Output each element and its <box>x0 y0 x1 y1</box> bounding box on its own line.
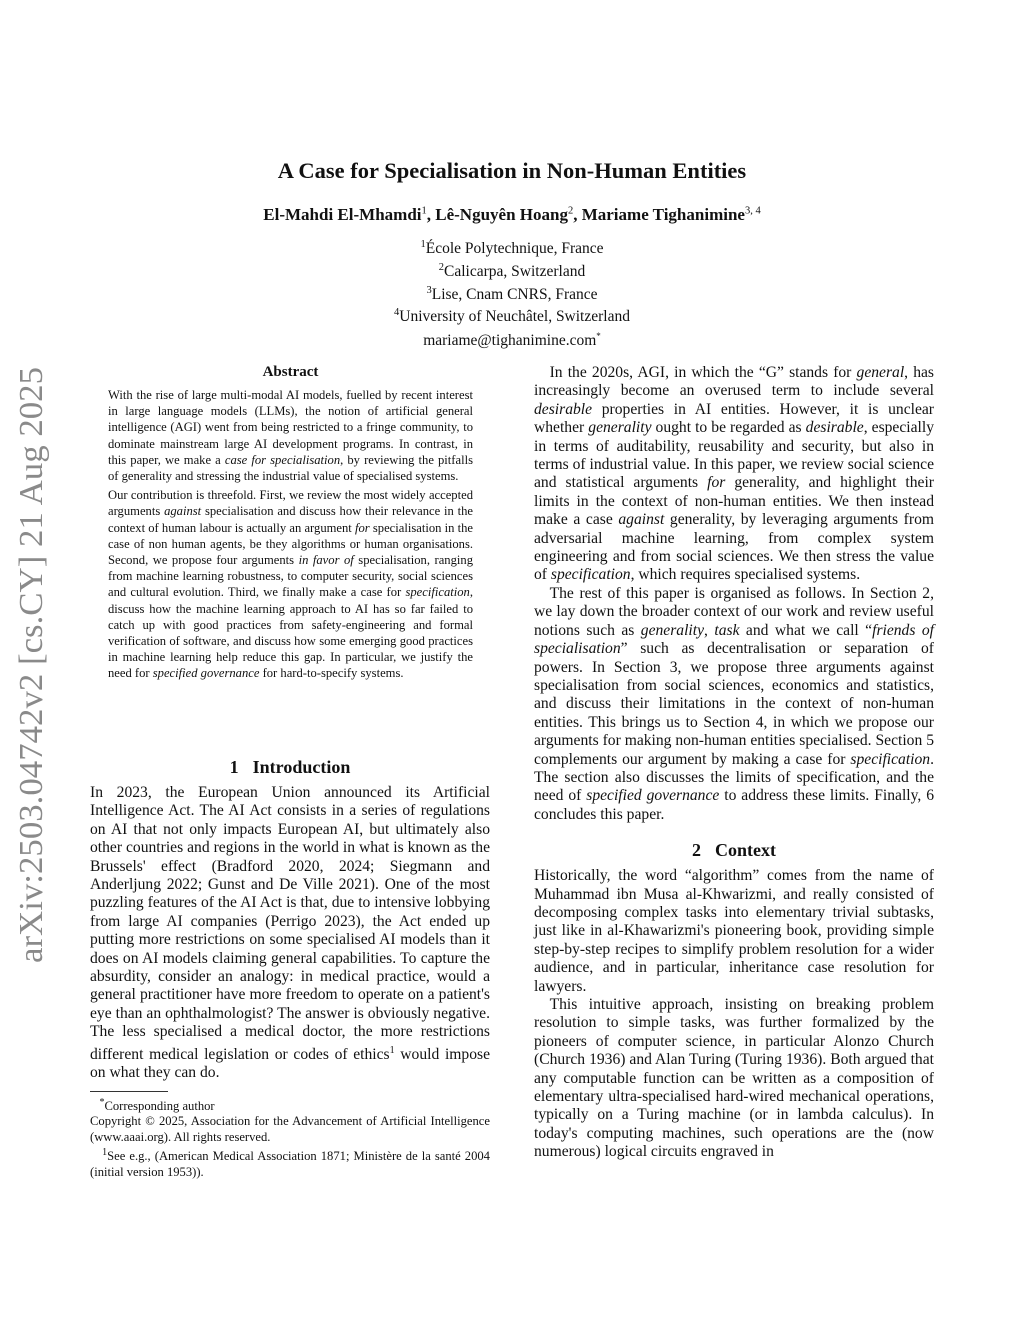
body-paragraph: In the 2020s, AGI, in which the “G” stands for general, has increasingly become an overused term to include several desirable properties in AI entities. However, it is unclear whether generality ought to be regarded as desirable, especially in terms of auditability, reusability and security, but also in terms of industrial value. In this paper, we review social science and statistical arguments for generality, and highlight their limits in the context of non-human entities. We then instead make a case against generality, by leveraging arguments from adversarial machine learning, from complex system engineering and from social sciences. We then stress the value of specification, which requires specialised systems. <box>534 364 935 584</box>
affiliation: $^1$École Polytechnique, France <box>420 239 604 258</box>
affiliations <box>0 236 1024 351</box>
author-name: Lê-Nguyên Hoang <box>435 205 568 224</box>
affiliation: $^2$Calicarpa, Switzerland <box>438 261 586 280</box>
body-paragraph: In 2023, the European Union announced its Artificial Intelligence Act. The AI Act consists in a series of regulations on AI that not only impacts European AI, but ultimately also other countries and regions in the world in what is known as the Brussels' effect (Bradford 2020, 2024; Siegmann and Anderljung 2022; Gunst and De Ville 2021). One of the most puzzling features of the AI Act is that, due to intensive lobbying from large AI companies (Perrigo 2023), the Act ended up putting more restrictions on some specialised AI models than it does on AI models claiming general capabilities. To capture the absurdity, consider an analogy: in medical practice, would a general practitioner have more freedom to operate on a patient's eye than an ophthalmologist? The answer is obviously negative. The less specialised a medical doctor, the more restrictions different medical legislation or codes of ethics$^1$ would impose on what they can do. <box>90 784 491 1082</box>
body-paragraph: The rest of this paper is organised as follows. In Section 2, we lay down the broader context of our work and review useful notions such as generality, task and what we call “friends of specialisation” such as decentralisation or separation of powers. In Section 3, we propose three arguments against specialisation from social sciences, economics and statistics, and discuss their limitations in the context of non-human entities. This brings us to Section 4, in which we propose our arguments for making non-human entities specialised. Section 5 complements our argument by making a case for specification. The section also discusses the limits of specification, and the need of specified governance to address these limits. Finally, 6 concludes this paper. <box>534 584 934 823</box>
right-column <box>534 364 934 1162</box>
abstract-heading: Abstract <box>262 364 319 380</box>
email[interactable]: mariame@tighanimine.com* <box>423 331 601 350</box>
affiliation: $^3$Lise, Cnam CNRS, France <box>426 284 598 303</box>
footnote: *Corresponding author <box>99 1096 215 1113</box>
author-name: El-Mahdi El-Mhamdi <box>263 205 422 224</box>
affiliation: $^4$University of Neuchâtel, Switzerland <box>394 307 630 326</box>
left-column <box>90 757 490 1180</box>
author-list: El-Mahdi El-Mhamdi$^1$, Lê-Nguyên Hoang$^2$, Mariame Tighanimine$^{3, 4}$ <box>263 205 761 224</box>
footnotes <box>90 1095 490 1180</box>
footnote-rule <box>90 1091 168 1092</box>
arxiv-stamp <box>8 365 52 965</box>
footnote-ref[interactable]: 1 <box>389 1044 395 1056</box>
body-paragraph: This intuitive approach, insisting on breaking problem resolution to simple tasks, was further formalized by the pioneers of computer science, in particular Alonzo Church (Church 1936) and Alan Turing (Turing 1936). Both argued that any computable function can be written as a composition of elementary ultra-specialised hard-wired mechanical operations, typically on a Turing machine (or in lambda calculus). In today's computing machines, such operations are the (now numerous) logical circuits engraved in <box>534 996 934 1161</box>
author-name: Mariame Tighanimine <box>581 205 745 224</box>
copyright-notice: Copyright © 2025, Association for the Advancement of Artificial Intelligence (www.aaai.org). All rights reserved. <box>90 1114 490 1144</box>
abstract <box>108 364 473 682</box>
body-paragraph: Historically, the word “algorithm” comes from the name of Muhammad ibn Musa al-Khwarizmi, and really consisted of decomposing complex tasks into elementary trivial subtasks, just like in al-Khawarizmi's pioneering book, providing simple step-by-step recipes to simplify problem resolution for a wider audience, and in particular, inheritance case resolution for lawyers. <box>534 867 934 995</box>
section-heading-context: 2 Context <box>692 840 776 861</box>
footnote: $^1$See e.g., (American Medical Association 1871; Ministère de la santé 2004 (initial version 1953)). <box>90 1147 490 1179</box>
section-heading-introduction: 1 Introduction <box>229 757 351 777</box>
abstract-paragraph: Our contribution is threefold. First, we review the most widely accepted arguments against specialisation and discuss how their relevance in the context of human labour is actually an argument for specialisation in the case of non human agents, be they algorithms or human organisations. Second, we propose four arguments in favor of specialisation, ranging from machine learning robustness, to computer security, social sciences and cultural evolution. Third, we finally make a case for specification, discuss how the machine learning approach to AI has so far failed to catch up with good practices from safety-engineering and formal verification of software, and discuss how some emerging good practices in machine learning help reduce this gap. In particular, we justify the need for specified governance for hard-to-specify systems. <box>108 488 473 681</box>
abstract-paragraph: With the rise of large multi-modal AI models, fuelled by recent interest in large language models (LLMs), the notion of artificial general intelligence (AGI) went from being restricted to a fringe community, to dominate mainstream large AI development programs. In contrast, in this paper, we make a case for specialisation, by reviewing the pitfalls of generality and stressing the industrial value of specialised systems. <box>108 388 473 484</box>
arxiv-id: arXiv:2503.04742v2 [cs.CY] 21 Aug 2025 <box>13 381 50 963</box>
paper-title: A Case for Specialisation in Non-Human Entities <box>277 158 747 183</box>
